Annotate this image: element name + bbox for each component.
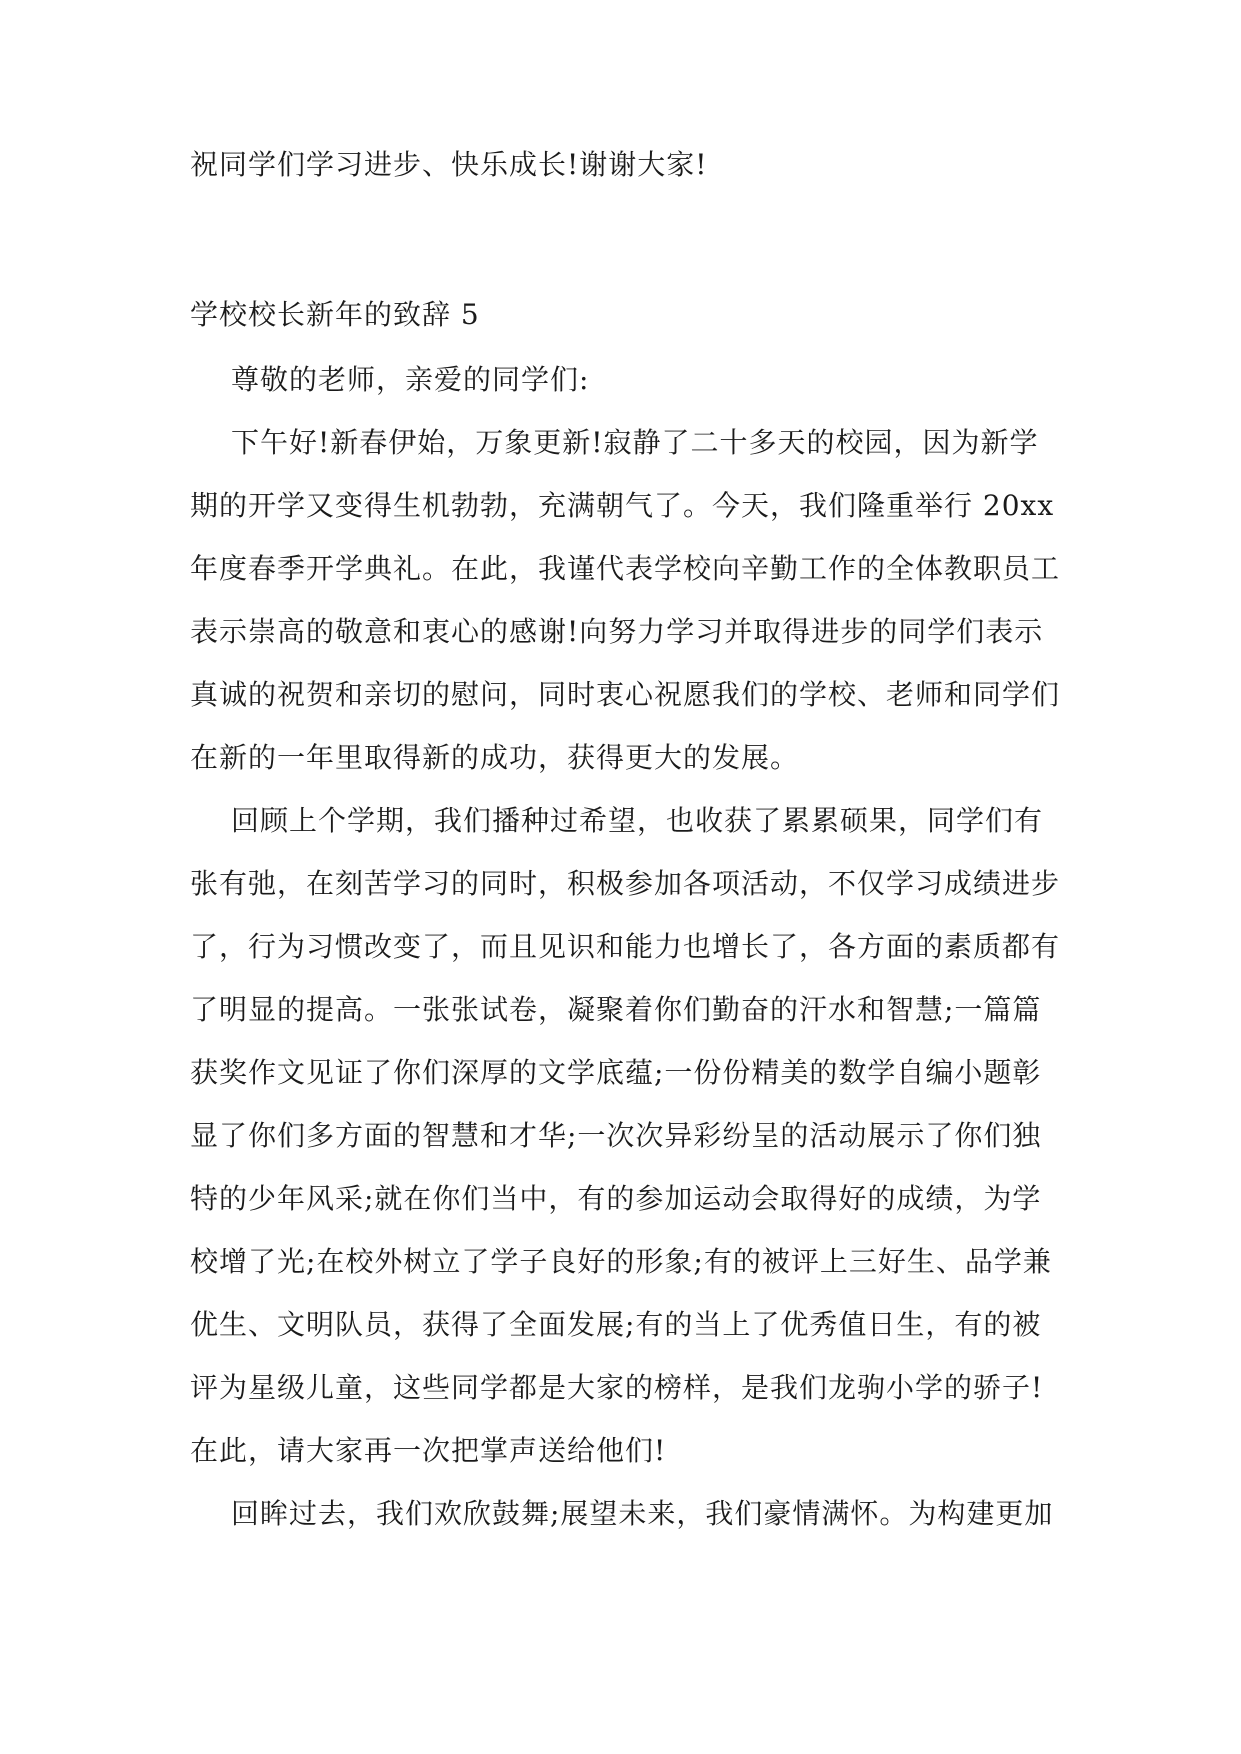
paragraph-line: 回眸过去，我们欢欣鼓舞;展望未来，我们豪情满怀。为构建更加 — [231, 1497, 1054, 1530]
paragraph-line: 获奖作文见证了你们深厚的文学底蕴;一份份精美的数学自编小题彰 — [190, 1056, 1042, 1089]
paragraph-line: 下午好!新春伊始，万象更新!寂静了二十多天的校园，因为新学 — [231, 426, 1039, 459]
paragraph-line: 特的少年风采;就在你们当中，有的参加运动会取得好的成绩，为学 — [190, 1182, 1042, 1215]
paragraph-line: 在新的一年里取得新的成功，获得更大的发展。 — [190, 741, 800, 774]
paragraph-line: 年度春季开学典礼。在此，我谨代表学校向辛勤工作的全体教职员工 — [190, 552, 1061, 585]
paragraph-line: 了明显的提高。一张张试卷，凝聚着你们勤奋的汗水和智慧;一篇篇 — [190, 993, 1042, 1026]
paragraph-line: 校增了光;在校外树立了学子良好的形象;有的被评上三好生、品学兼 — [190, 1245, 1052, 1278]
section-title: 学校校长新年的致辞 5 — [190, 298, 480, 331]
paragraph-line: 表示崇高的敬意和衷心的感谢!向努力学习并取得进步的同学们表示 — [190, 615, 1044, 648]
paragraph-line: 张有弛，在刻苦学习的同时，积极参加各项活动，不仅学习成绩进步 — [190, 867, 1061, 900]
paragraph-line: 评为星级儿童，这些同学都是大家的榜样，是我们龙驹小学的骄子! — [190, 1371, 1044, 1404]
paragraph-line: 了，行为习惯改变了，而且见识和能力也增长了，各方面的素质都有 — [190, 930, 1061, 963]
greeting: 尊敬的老师，亲爱的同学们: — [231, 363, 590, 396]
paragraph-line: 真诚的祝贺和亲切的慰问，同时衷心祝愿我们的学校、老师和同学们 — [190, 678, 1061, 711]
paragraph-line: 在此，请大家再一次把掌声送给他们! — [190, 1434, 667, 1467]
paragraph-line: 回顾上个学期，我们播种过希望，也收获了累累硕果，同学们有 — [231, 804, 1044, 837]
paragraph-line: 期的开学又变得生机勃勃，充满朝气了。今天，我们隆重举行 20xx — [190, 489, 1055, 522]
closing-line: 祝同学们学习进步、快乐成长!谢谢大家! — [190, 148, 708, 181]
paragraph-line: 显了你们多方面的智慧和才华;一次次异彩纷呈的活动展示了你们独 — [190, 1119, 1042, 1152]
paragraph-line: 优生、文明队员，获得了全面发展;有的当上了优秀值日生，有的被 — [190, 1308, 1042, 1341]
